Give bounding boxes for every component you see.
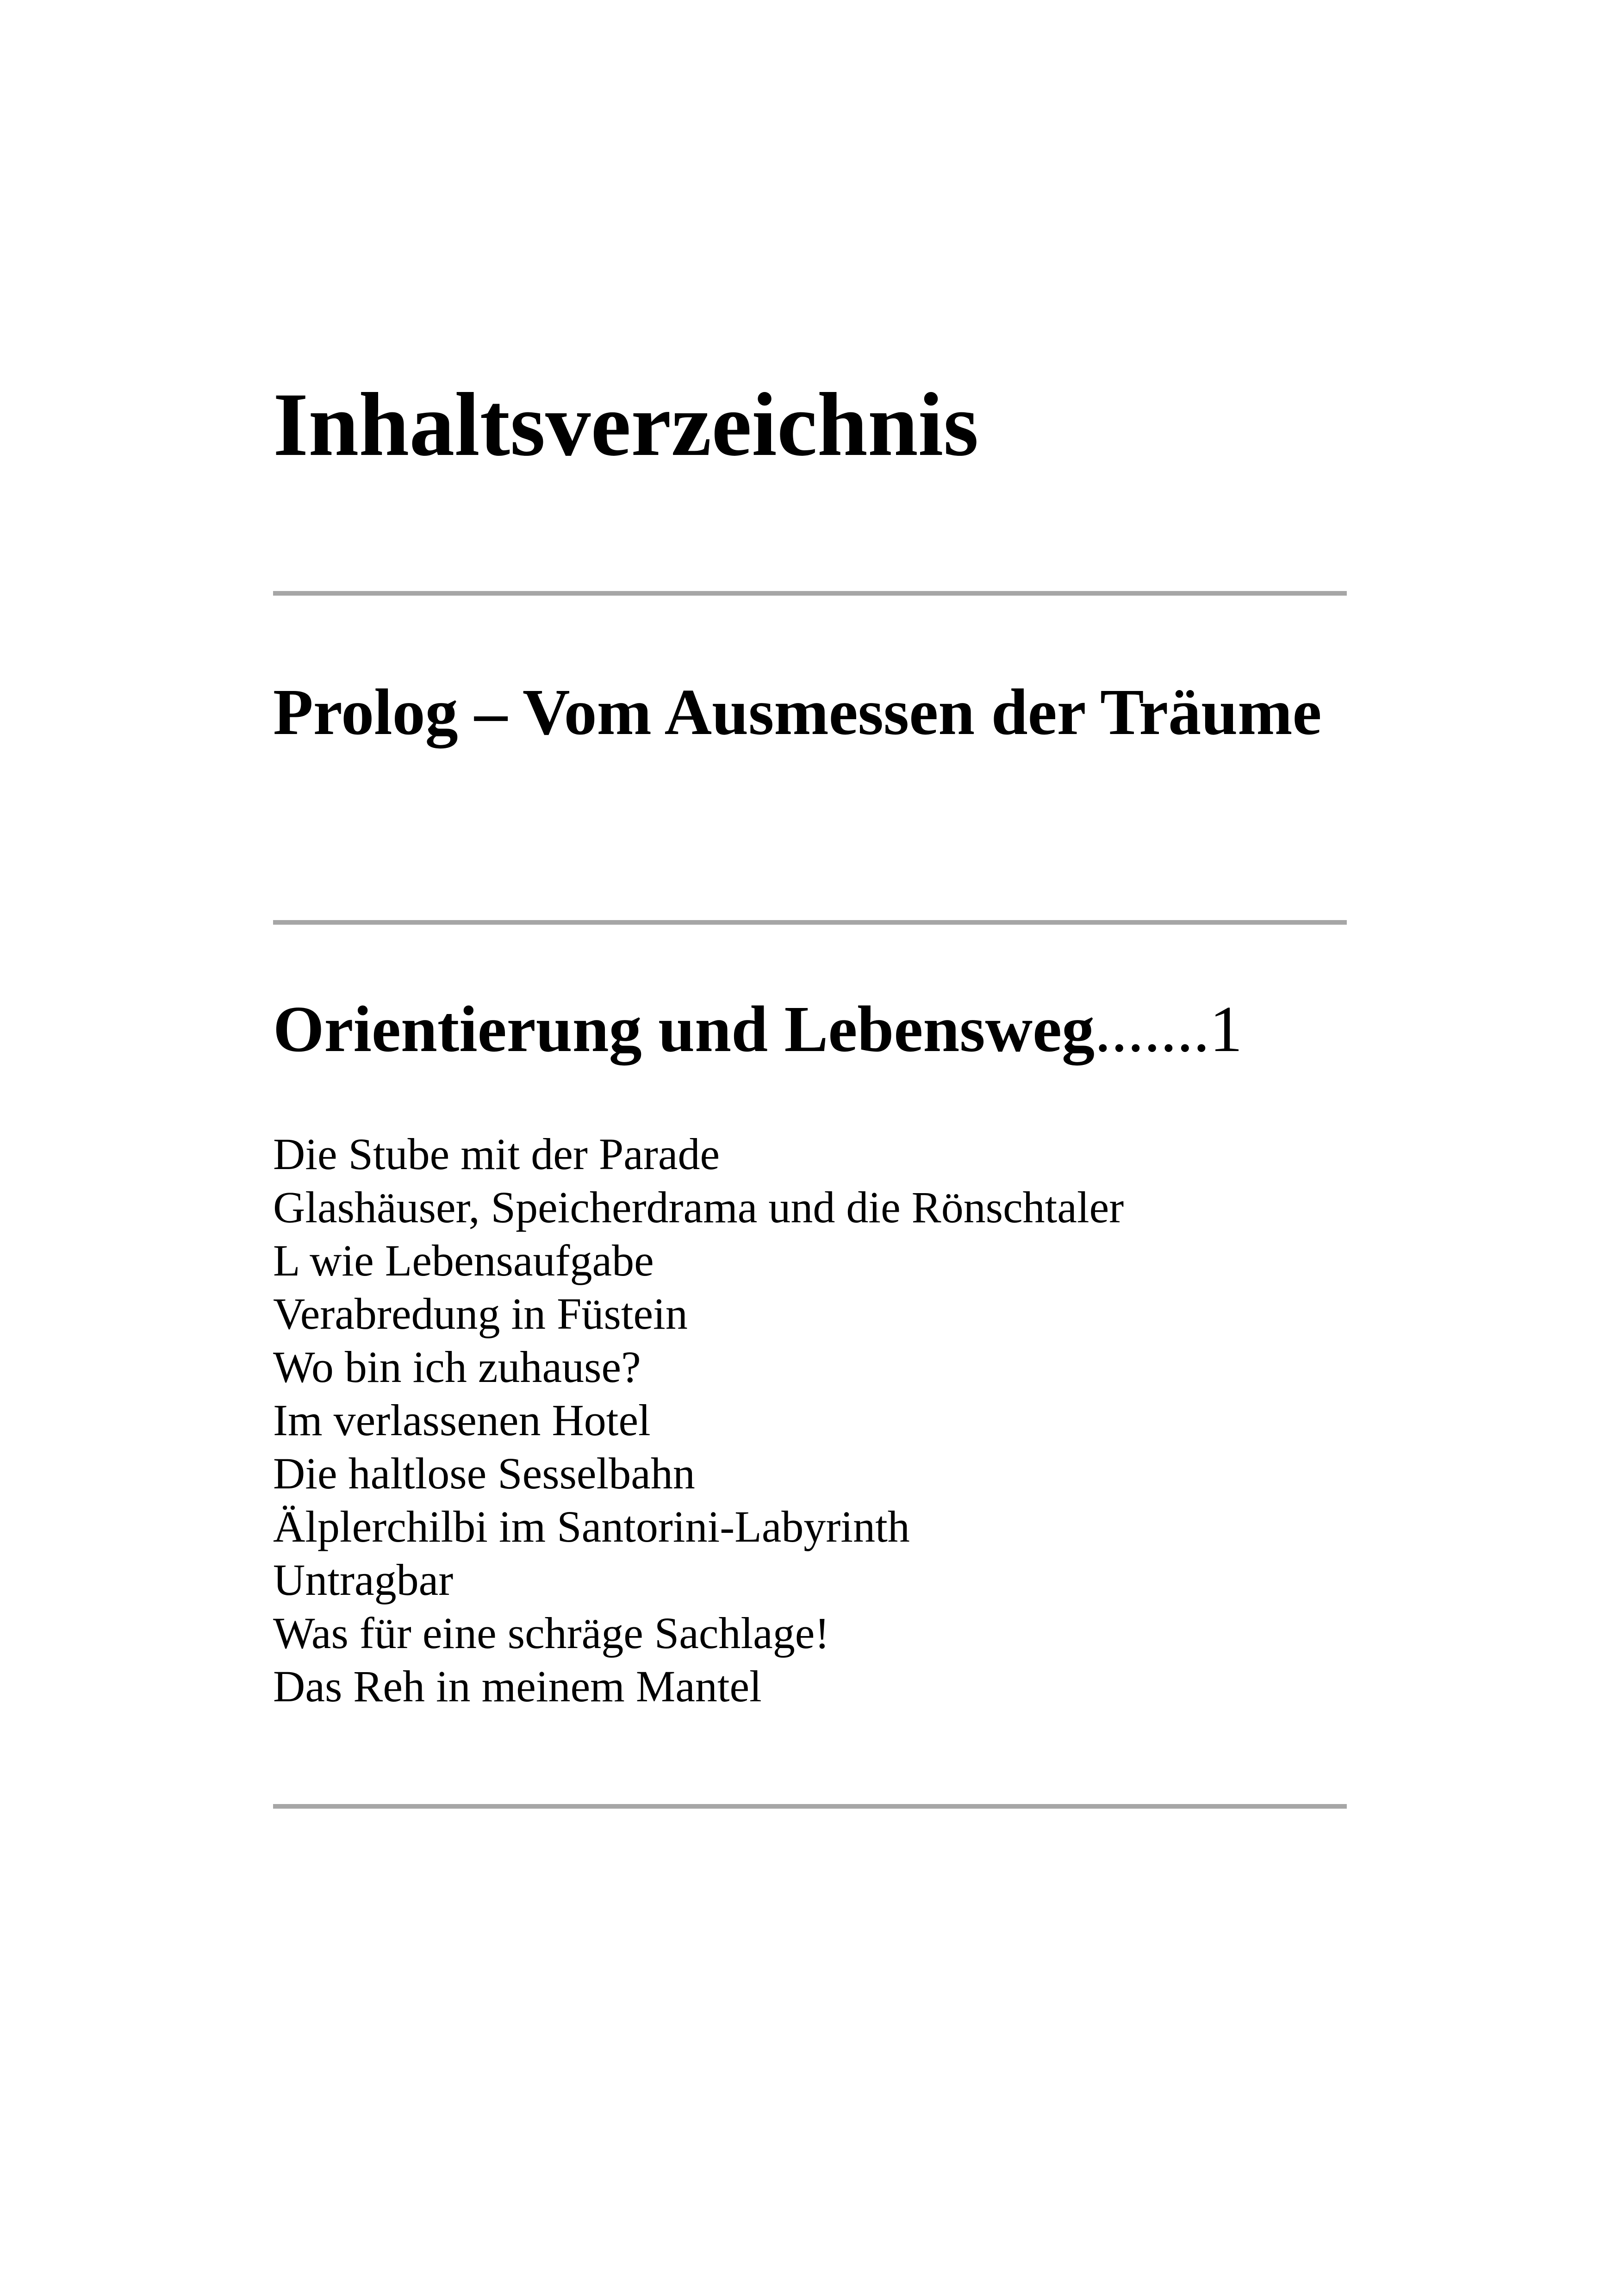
chapter-title: Orientierung und Lebensweg [273, 992, 1095, 1065]
section-item[interactable]: Im verlassenen Hotel [273, 1395, 651, 1445]
section-item[interactable]: Die haltlose Sesselbahn [273, 1449, 695, 1498]
section-item[interactable]: Das Reh in meinem Mantel [273, 1661, 762, 1711]
divider-line [273, 920, 1347, 925]
chapter-dot-leader: ....... [1095, 992, 1210, 1065]
section-item[interactable]: Glashäuser, Speicherdrama und die Rönschtaler [273, 1182, 1124, 1232]
section-item[interactable]: Untragbar [273, 1555, 454, 1605]
divider-line [273, 1804, 1347, 1809]
chapter-entry[interactable] [273, 989, 1243, 1068]
divider-line [273, 591, 1347, 596]
section-item[interactable]: Verabredung in Füstein [273, 1289, 688, 1338]
section-item[interactable]: Was für eine schräge Sachlage! [273, 1608, 830, 1658]
section-item[interactable]: Älplerchilbi im Santorini-Labyrinth [273, 1502, 910, 1551]
section-list [273, 1127, 1124, 1713]
chapter-page-number: 1 [1209, 992, 1243, 1065]
section-item[interactable]: L wie Lebensaufgabe [273, 1236, 654, 1285]
page-title: Inhaltsverzeichnis [273, 374, 979, 475]
prologue-heading: Prolog – Vom Ausmessen der Träume [273, 675, 1322, 748]
section-item[interactable]: Die Stube mit der Parade [273, 1129, 720, 1179]
section-item[interactable]: Wo bin ich zuhause? [273, 1342, 641, 1392]
